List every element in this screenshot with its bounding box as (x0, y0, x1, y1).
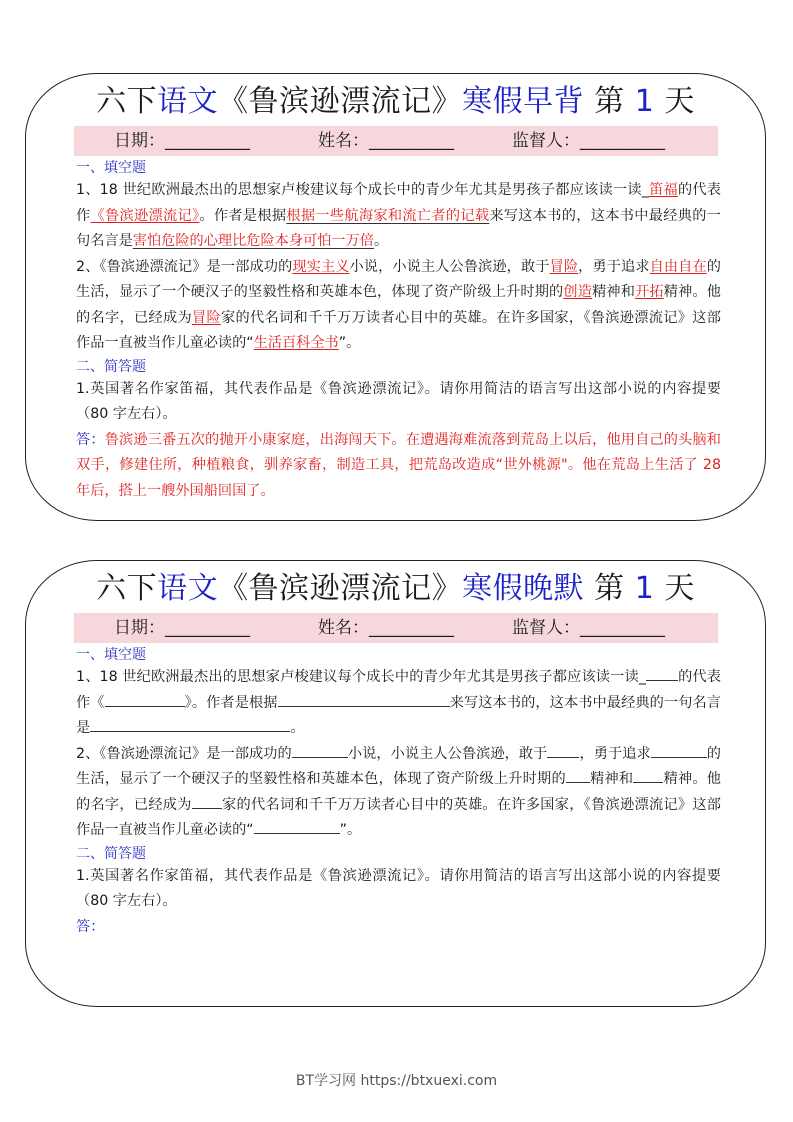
title-part: 语文 (157, 571, 219, 606)
answer-text: 害怕危险的心理比危险本身可怕一万倍 (132, 233, 374, 249)
title-part: 寒假晚默 (462, 571, 585, 606)
blank-field[interactable] (547, 743, 579, 758)
date-field[interactable]: 日期：__________ (114, 131, 250, 151)
card-title (26, 82, 765, 122)
blank-field[interactable] (105, 692, 185, 707)
blank-field[interactable] (566, 768, 590, 783)
title-part: 六下 (96, 571, 158, 606)
card-body (76, 645, 721, 940)
blank-field[interactable] (292, 743, 348, 758)
morning-recite-card (25, 73, 766, 521)
blank-field[interactable] (646, 666, 678, 681)
question-text: 精神和 (592, 284, 636, 300)
answer-text: 笛福 (648, 182, 678, 198)
question-text: 的生活，显示了一个硬汉子的坚毅性格和英雄本色，体现了资产阶级上升时期的 (76, 258, 721, 300)
question-text: 小说，小说主人公鲁滨逊，敢于 (347, 745, 548, 762)
section-heading-fill: 一、填空题 (76, 160, 146, 176)
answer-label: 答： (76, 431, 105, 448)
title-part: 寒假早背 (462, 84, 585, 119)
answer-text: 冒险 (549, 258, 579, 275)
question-text: 》。作者是根据 (184, 694, 278, 711)
question-text: 1、18 世纪欧洲最杰出的思想家卢梭建议每个成长中的青少年尤其是男孩子都应该读一读_ (76, 669, 646, 685)
title-part: 第 (584, 84, 635, 119)
supervisor-field[interactable]: 监督人：__________ (512, 618, 665, 638)
question-text: 。 (290, 720, 305, 736)
question-text: 的生活，显示了一个硬汉子的坚毅性格和英雄本色，体现了资产阶级上升时期的 (76, 745, 721, 787)
section-heading-short-answer: 二、简答题 (76, 845, 146, 862)
supervisor-field[interactable]: 监督人：__________ (512, 131, 665, 151)
question-text: 。作者是根据 (199, 207, 287, 224)
answer-text: 开拓 (635, 284, 664, 300)
title-part: 天 (654, 84, 695, 119)
answer-text: 自由自在 (649, 258, 707, 275)
title-part: 语文 (157, 84, 219, 119)
answer-label: 答： (76, 918, 105, 935)
blank-field[interactable] (254, 819, 340, 834)
question-text: 小说，小说主人公鲁滨逊，敢于 (349, 258, 550, 275)
question-text: 来写这本书的，这本书中最经典的一句名言是 (76, 207, 721, 249)
question-text: 精神。他的名字，已经成为 (76, 771, 721, 813)
question-1 (76, 665, 721, 742)
blank-field[interactable] (90, 717, 290, 732)
answer-text: 根据一些航海家和流亡者的记载 (286, 207, 490, 224)
blank-field[interactable] (651, 743, 707, 758)
answer-text: 《鲁滨逊漂流记》 (90, 207, 200, 224)
title-part: 天 (654, 571, 695, 606)
question-3: 1.英国著名作家笛福，其代表作品是《鲁滨逊漂流记》。请你用简洁的语言写出这部小说的内容提要（80 字左右）。 (76, 380, 721, 422)
answer-text: 冒险 (191, 309, 221, 326)
blank-field[interactable] (633, 768, 663, 783)
info-bar (74, 126, 718, 156)
answer-paragraph[interactable] (76, 915, 721, 941)
question-text: 的代表作 (76, 182, 721, 224)
question-2 (76, 742, 721, 844)
question-text: 家的代名词和千千万万读者心目中的英雄。在许多国家，《鲁滨逊漂流记》这部作品一直被当作儿童必读的“ (76, 309, 721, 351)
date-field[interactable]: 日期：__________ (114, 618, 250, 638)
blank-field[interactable] (278, 692, 450, 707)
site-footer: BT学习网 https://btxuexi.com (295, 1073, 498, 1089)
question-text: 。 (373, 233, 389, 249)
question-text: 精神和 (589, 771, 634, 787)
day-number: 1 (634, 84, 655, 119)
question-text: 家的代名词和千千万万读者心目中的英雄。在许多国家，《鲁滨逊漂流记》这部作品一直被当作儿童必读的“ (76, 796, 721, 838)
answer-text: 生活百科全书 (253, 335, 339, 351)
name-field[interactable]: 姓名：__________ (318, 618, 454, 638)
name-field[interactable]: 姓名：__________ (318, 131, 454, 151)
question-text: 2、《鲁滨逊漂流记》是一部成功的 (76, 258, 293, 275)
question-text: ”。 (339, 822, 362, 838)
title-part: 第 (584, 571, 635, 606)
answer-paragraph (76, 428, 721, 505)
question-text: ”。 (338, 335, 361, 351)
evening-dictation-card (25, 560, 766, 1007)
title-part: 《鲁滨逊漂流记》 (218, 84, 463, 119)
card-title (26, 569, 765, 609)
question-1 (76, 178, 721, 255)
question-text: ，勇于追求 (578, 258, 650, 275)
question-text: 1、18 世纪欧洲最杰出的思想家卢梭建议每个成长中的青少年尤其是男孩子都应该读一读_ (76, 182, 649, 198)
blank-field[interactable] (192, 794, 222, 809)
answer-text: 创造 (563, 284, 593, 300)
question-text: 的代表作《 (76, 669, 721, 711)
answer-text: 现实主义 (292, 258, 350, 275)
title-part: 《鲁滨逊漂流记》 (218, 571, 463, 606)
question-text: ，勇于追求 (579, 745, 651, 762)
question-2 (76, 255, 721, 357)
section-heading-short-answer: 二、简答题 (76, 358, 146, 375)
title-part: 六下 (96, 84, 158, 119)
question-text: 精神。他的名字，已经成为 (76, 284, 721, 326)
card-body (76, 158, 721, 504)
section-heading-fill: 一、填空题 (76, 647, 146, 663)
question-3: 1.英国著名作家笛福，其代表作品是《鲁滨逊漂流记》。请你用简洁的语言写出这部小说的内容提要（80 字左右）。 (76, 867, 721, 909)
info-bar (74, 613, 718, 643)
question-text: 来写这本书的，这本书中最经典的一句名言是 (76, 694, 721, 736)
answer-text: 鲁滨逊三番五次的抛开小康家庭，出海闯天下。在遭遇海难流落到荒岛上以后，他用自己的头脑和双手，修建住所，种植粮食，驯养家畜，制造工具，把荒岛改造成“世外桃源"。他在荒岛上生活了 28 年后，搭上一艘外国船回国了。 (76, 431, 721, 499)
question-text: 2、《鲁滨逊漂流记》是一部成功的 (76, 745, 292, 762)
day-number: 1 (634, 571, 655, 606)
